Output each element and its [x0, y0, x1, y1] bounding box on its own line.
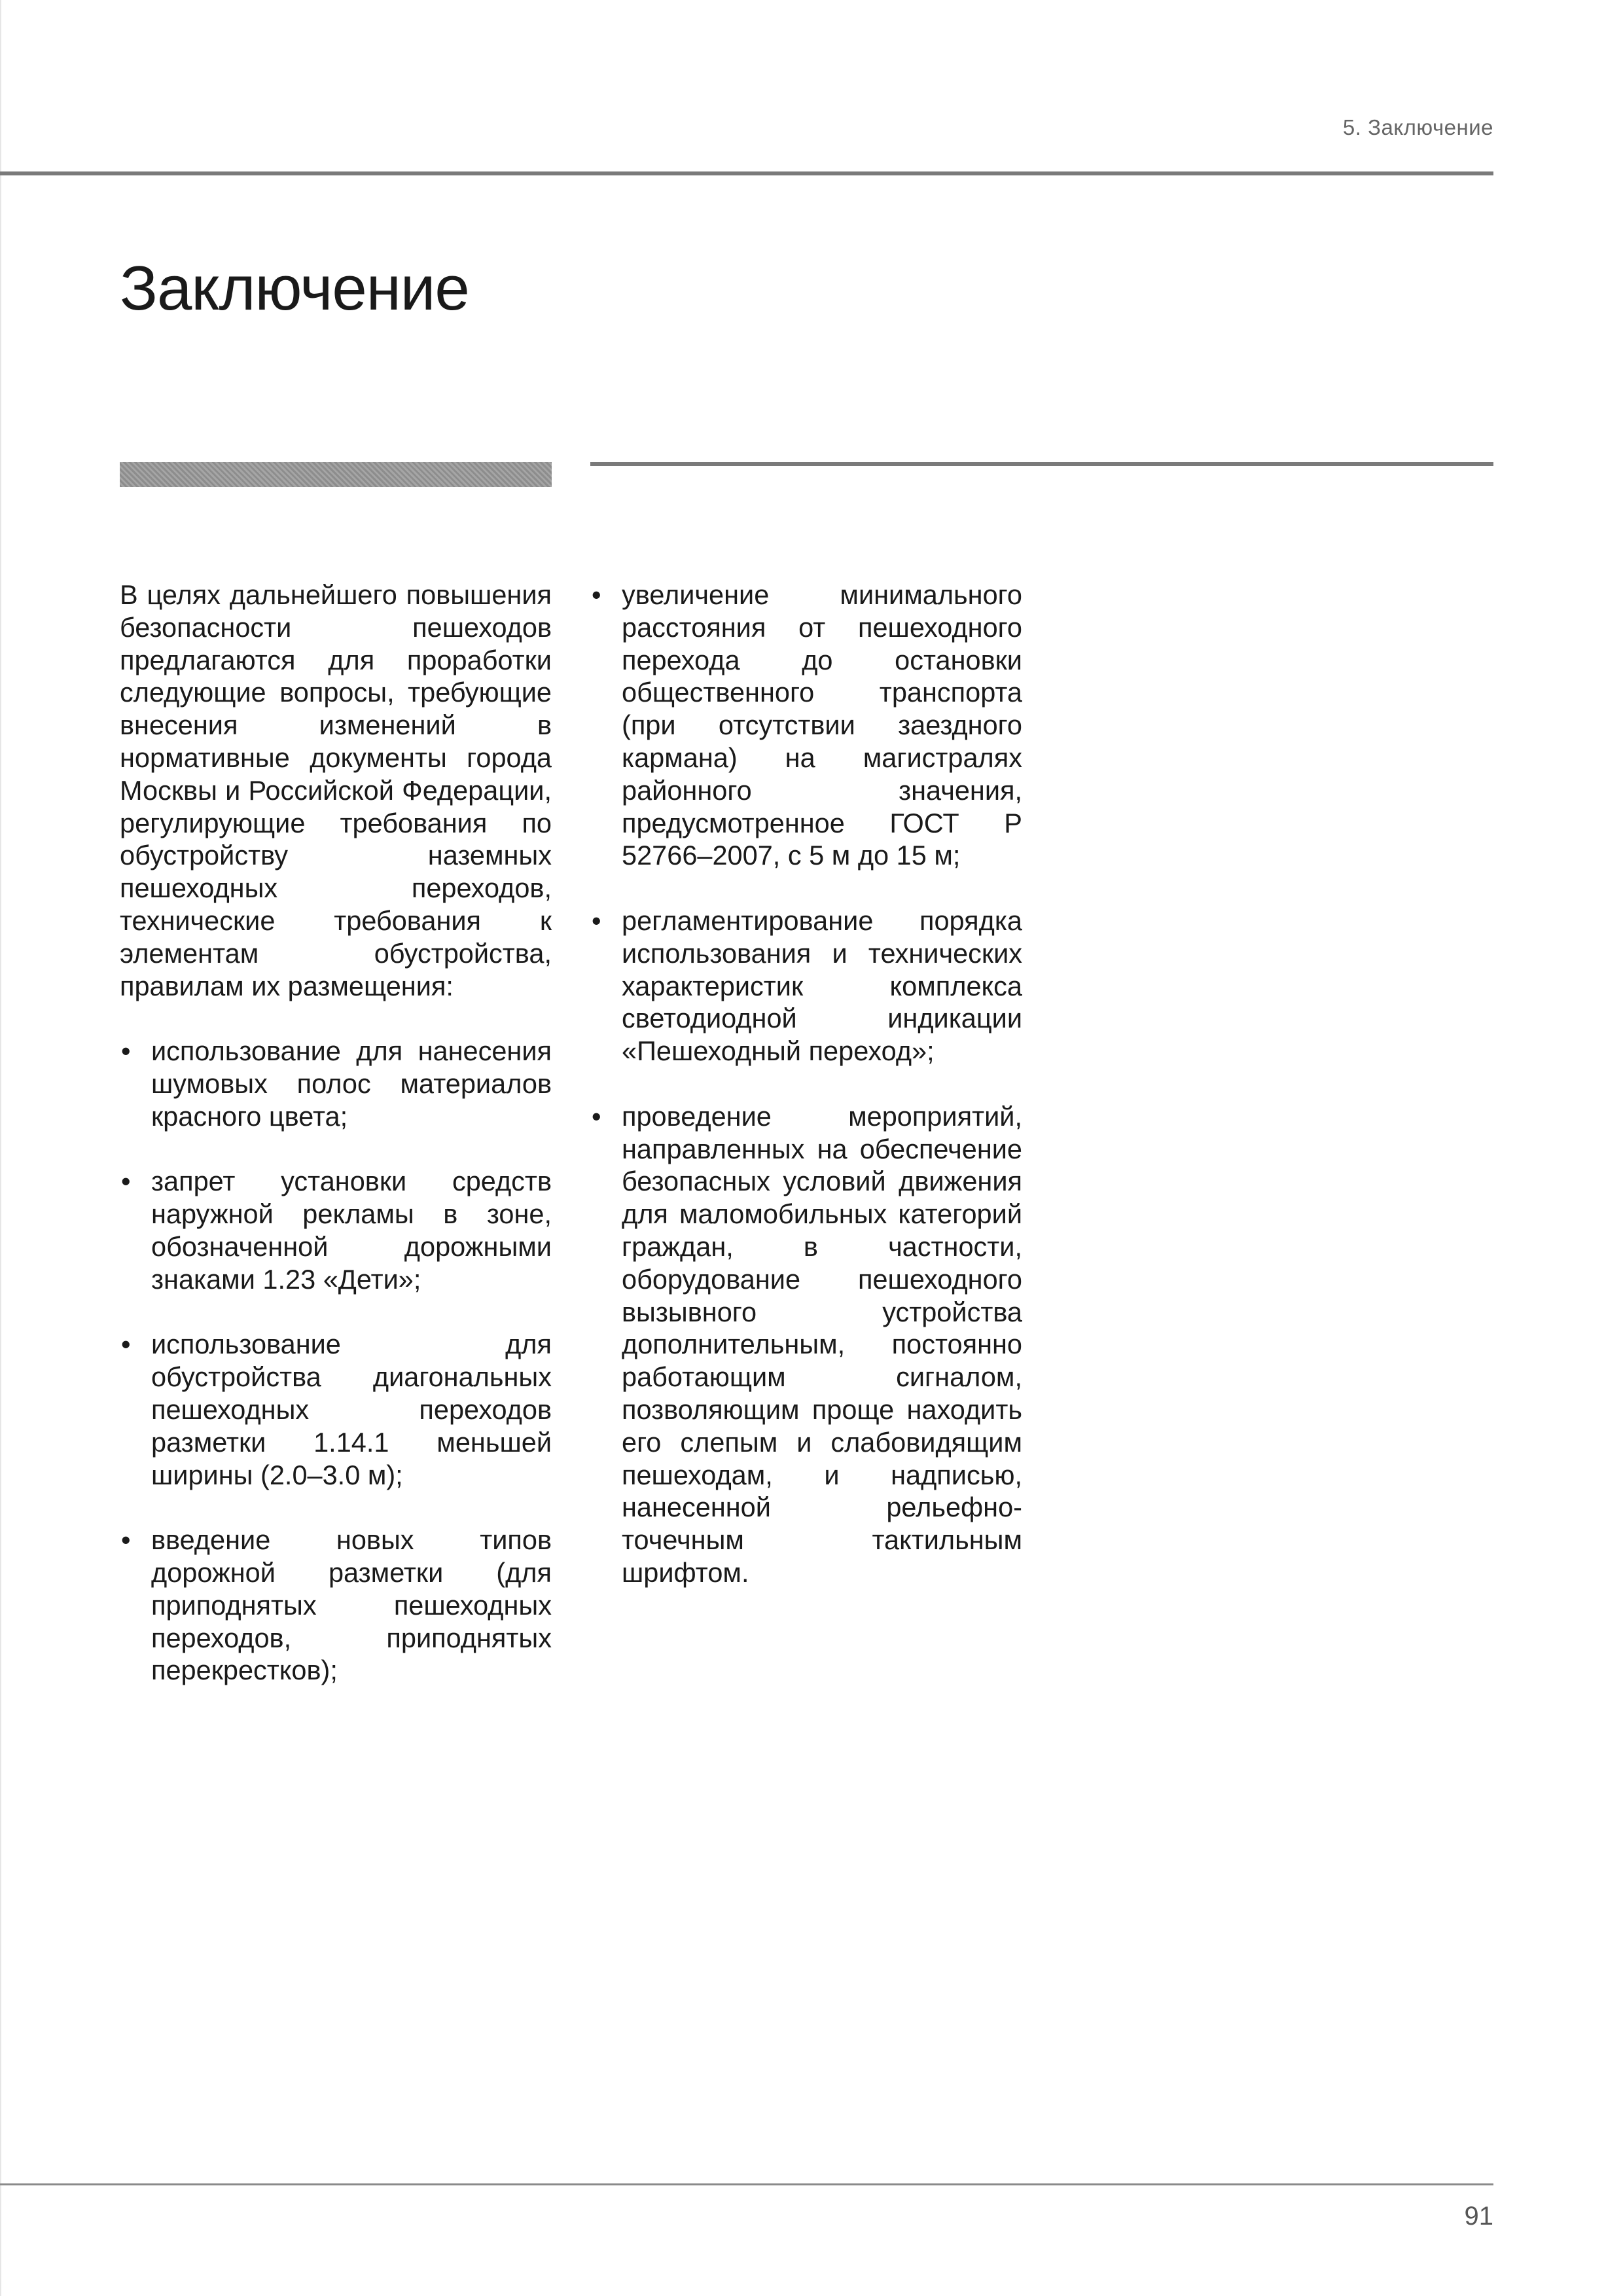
bullet-icon: •	[121, 1329, 131, 1360]
list-item-text: использование для обустройства диагональных пешеходных переходов разметки 1.14.1 меньшей ширины (2.0–3.0 м);	[151, 1329, 552, 1490]
page-number: 91	[1464, 2202, 1493, 2231]
bullet-icon: •	[121, 1524, 131, 1556]
bullet-icon: •	[121, 1035, 131, 1067]
running-header: 5. Заключение	[1342, 115, 1493, 139]
list-item-text: запрет установки средств наружной рекламы в зоне, обозначенной дорожными знаками 1.23 «Дети»;	[151, 1166, 552, 1295]
list-item	[120, 1524, 552, 1687]
bullet-icon: •	[592, 905, 601, 936]
page-title: Заключение	[120, 253, 469, 323]
footer-divider	[0, 2183, 1493, 2185]
list-item-text: введение новых типов дорожной разметки (для приподнятых пешеходных переходов, приподнятых перекрестков);	[151, 1524, 552, 1686]
list-item	[120, 1035, 552, 1132]
list-item	[590, 905, 1022, 1067]
title-accent-rule	[590, 462, 1493, 466]
list-item-text: регламентирование порядка использования и технических характеристик комплекса светодиодной индикации «Пешеходный переход»;	[622, 905, 1022, 1067]
list-item	[120, 1165, 552, 1295]
title-accent-bar	[120, 462, 552, 487]
list-item-text: увеличение минимального расстояния от пешеходного перехода до остановки общественного транспорта (при отсутствии заездного кармана) на магистралях районного значения, предусмотренное ГОСТ Р 52766–2007, с 5 м до 15 м;	[622, 579, 1022, 871]
list-item	[590, 579, 1022, 872]
right-bullet-list	[590, 579, 1022, 1589]
bullet-icon: •	[592, 1100, 601, 1132]
list-item-text: использование для нанесения шумовых полос материалов красного цвета;	[151, 1035, 552, 1132]
list-item	[120, 1328, 552, 1491]
left-bullet-list	[120, 1035, 552, 1687]
list-item-text: проведение мероприятий, направленных на обеспечение безопасных условий движения для маломобильных категорий граждан, в частности, оборудование пешеходного вызывного устройства дополнительным, постоянно работающим сигналом, позволяющим проще находить его слепым и слабовидящим пешеходам, и надписью, нанесенной рельефно-точечным тактильным шрифтом.	[622, 1100, 1022, 1588]
header-divider	[0, 171, 1493, 175]
left-column	[120, 579, 552, 1719]
right-column	[590, 579, 1022, 1622]
list-item	[590, 1100, 1022, 1589]
intro-paragraph: В целях дальнейшего повышения безопасности пешеходов предлагаются для проработки следующие вопросы, требующие внесения изменений в нормативные документы города Москвы и Российской Федерации, регулирующие требования по обустройству наземных пешеходных переходов, технические требования к элементам обустройства, правилам их размещения:	[120, 579, 552, 1001]
bullet-icon: •	[121, 1166, 131, 1197]
bullet-icon: •	[592, 579, 601, 610]
page-edge-line	[0, 0, 1, 2296]
